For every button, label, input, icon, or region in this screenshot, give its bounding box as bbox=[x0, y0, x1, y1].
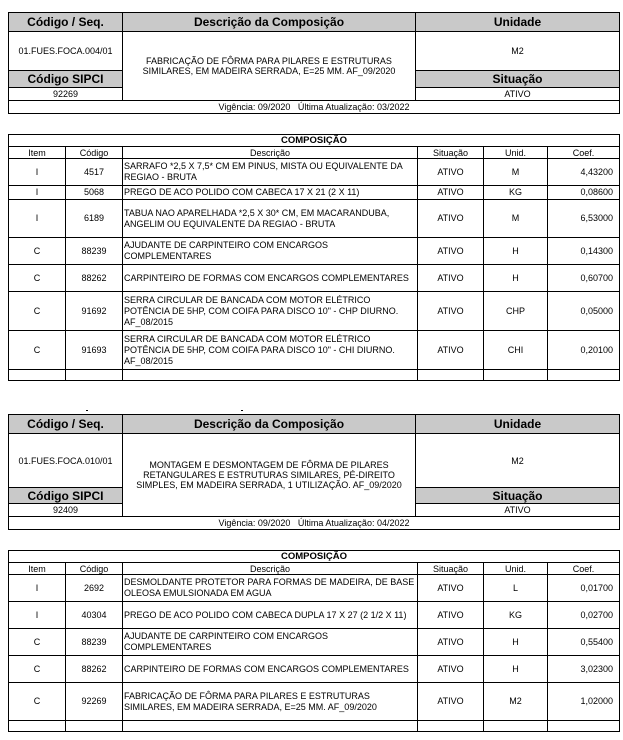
row-descricao: TABUA NAO APARELHADA *2,5 X 30* CM, EM MACARANDUBA, ANGELIM OU EQUIVALENTE DA REGIAO - BRUTA bbox=[123, 200, 418, 238]
header-col-descricao: Descrição da Composição bbox=[123, 13, 416, 32]
vigencia-line: Vigência: 09/2020 Última Atualização: 04/2022 bbox=[9, 517, 620, 530]
sipci-value: 92409 bbox=[9, 504, 123, 517]
row-situacao: ATIVO bbox=[418, 186, 484, 200]
unidade-value: M2 bbox=[416, 434, 620, 488]
header-col-codigo: Código / Seq. bbox=[9, 13, 123, 32]
row-codigo: 6189 bbox=[66, 200, 123, 238]
composition-description: FABRICAÇÃO DE FÔRMA PARA PILARES E ESTRUTURAS SIMILARES, EM MADEIRA SERRADA, E=25 MM. AF_09/2020 bbox=[123, 32, 416, 101]
row-unid: KG bbox=[484, 602, 548, 629]
row-coef: 0,02700 bbox=[548, 602, 620, 629]
row-unid: H bbox=[484, 265, 548, 292]
vigencia-line: Vigência: 09/2020 Última Atualização: 03/2022 bbox=[9, 101, 620, 114]
row-unid: M bbox=[484, 159, 548, 186]
row-situacao: ATIVO bbox=[418, 575, 484, 602]
header-col-descricao: Descrição da Composição bbox=[123, 415, 416, 434]
col-situacao: Situação bbox=[418, 147, 484, 159]
row-codigo: 88239 bbox=[66, 238, 123, 265]
row-unid: CHP bbox=[484, 292, 548, 331]
row-unid: CHI bbox=[484, 331, 548, 370]
row-unid: M bbox=[484, 200, 548, 238]
header-col-situacao: Situação bbox=[416, 488, 620, 504]
row-item: I bbox=[9, 200, 66, 238]
row-codigo: 88262 bbox=[66, 656, 123, 683]
row-codigo: 5068 bbox=[66, 186, 123, 200]
row-coef: 0,55400 bbox=[548, 629, 620, 656]
row-descricao: DESMOLDANTE PROTETOR PARA FORMAS DE MADEIRA, DE BASE OLEOSA EMULSIONADA EM AGUA bbox=[123, 575, 418, 602]
row-situacao: ATIVO bbox=[418, 331, 484, 370]
header-col-situacao: Situação bbox=[416, 71, 620, 88]
row-item: C bbox=[9, 238, 66, 265]
row-descricao: AJUDANTE DE CARPINTEIRO COM ENCARGOS COMPLEMENTARES bbox=[123, 238, 418, 265]
header-col-sipci: Código SIPCI bbox=[9, 71, 123, 88]
row-situacao: ATIVO bbox=[418, 683, 484, 721]
row-descricao: PREGO DE ACO POLIDO COM CABECA DUPLA 17 X 27 (2 1/2 X 11) bbox=[123, 602, 418, 629]
unidade-value: M2 bbox=[416, 32, 620, 71]
header-col-unidade: Unidade bbox=[416, 415, 620, 434]
row-coef: 0,20100 bbox=[548, 331, 620, 370]
row-situacao: ATIVO bbox=[418, 200, 484, 238]
row-unid: L bbox=[484, 575, 548, 602]
row-situacao: ATIVO bbox=[418, 238, 484, 265]
row-descricao: SARRAFO *2,5 X 7,5* CM EM PINUS, MISTA OU EQUIVALENTE DA REGIAO - BRUTA bbox=[123, 159, 418, 186]
row-situacao: ATIVO bbox=[418, 159, 484, 186]
row-situacao: ATIVO bbox=[418, 602, 484, 629]
blank-row bbox=[9, 370, 620, 381]
row-situacao: ATIVO bbox=[418, 656, 484, 683]
row-item: C bbox=[9, 656, 66, 683]
composition-description: MONTAGEM E DESMONTAGEM DE FÔRMA DE PILARES RETANGULARES E ESTRUTURAS SIMILARES, PÉ-DIREITO SIMPLES, EM MADEIRA SERRADA, 1 UTILIZAÇÃO. AF_09/2020 bbox=[123, 434, 416, 517]
row-coef: 6,53000 bbox=[548, 200, 620, 238]
row-descricao: PREGO DE ACO POLIDO COM CABECA 17 X 21 (2 X 11) bbox=[123, 186, 418, 200]
composition-table-2 bbox=[8, 550, 620, 732]
row-descricao: CARPINTEIRO DE FORMAS COM ENCARGOS COMPLEMENTARES bbox=[123, 656, 418, 683]
row-unid: KG bbox=[484, 186, 548, 200]
row-codigo: 40304 bbox=[66, 602, 123, 629]
col-unid: Unid. bbox=[484, 147, 548, 159]
row-coef: 3,02300 bbox=[548, 656, 620, 683]
row-codigo: 4517 bbox=[66, 159, 123, 186]
row-codigo: 91693 bbox=[66, 331, 123, 370]
row-item: C bbox=[9, 292, 66, 331]
col-descricao: Descrição bbox=[123, 563, 418, 575]
row-unid: H bbox=[484, 656, 548, 683]
row-descricao: SERRA CIRCULAR DE BANCADA COM MOTOR ELÉTRICO POTÊNCIA DE 5HP, COM COIFA PARA DISCO 10" - CHP DIURNO. AF_08/2015 bbox=[123, 292, 418, 331]
row-situacao: ATIVO bbox=[418, 265, 484, 292]
row-unid: H bbox=[484, 629, 548, 656]
row-coef: 0,05000 bbox=[548, 292, 620, 331]
row-coef: 4,43200 bbox=[548, 159, 620, 186]
row-item: C bbox=[9, 629, 66, 656]
row-item: I bbox=[9, 159, 66, 186]
row-coef: 1,02000 bbox=[548, 683, 620, 721]
header-col-unidade: Unidade bbox=[416, 13, 620, 32]
col-codigo: Código bbox=[66, 147, 123, 159]
row-descricao: FABRICAÇÃO DE FÔRMA PARA PILARES E ESTRUTURAS SIMILARES, EM MADEIRA SERRADA, E=25 MM. AF_09/2020 bbox=[123, 683, 418, 721]
codigo-seq: 01.FUES.FOCA.004/01 bbox=[9, 32, 123, 71]
col-coef: Coef. bbox=[548, 563, 620, 575]
row-coef: 0,01700 bbox=[548, 575, 620, 602]
blank-row bbox=[9, 721, 620, 732]
row-item: C bbox=[9, 683, 66, 721]
table-row bbox=[9, 292, 620, 331]
composition-header-1 bbox=[8, 12, 620, 114]
row-coef: 0,14300 bbox=[548, 238, 620, 265]
header-col-sipci: Código SIPCI bbox=[9, 488, 123, 504]
row-unid: M2 bbox=[484, 683, 548, 721]
row-codigo: 92269 bbox=[66, 683, 123, 721]
row-codigo: 91692 bbox=[66, 292, 123, 331]
table-row bbox=[9, 683, 620, 721]
row-codigo: 88239 bbox=[66, 629, 123, 656]
row-item: I bbox=[9, 602, 66, 629]
row-coef: 0,08600 bbox=[548, 186, 620, 200]
table-row bbox=[9, 238, 620, 265]
row-codigo: 2692 bbox=[66, 575, 123, 602]
table-row bbox=[9, 265, 620, 292]
col-descricao: Descrição bbox=[123, 147, 418, 159]
table-row bbox=[9, 656, 620, 683]
col-situacao: Situação bbox=[418, 563, 484, 575]
header-col-codigo: Código / Seq. bbox=[9, 415, 123, 434]
table-row bbox=[9, 186, 620, 200]
tick-mark bbox=[241, 410, 243, 411]
row-situacao: ATIVO bbox=[418, 292, 484, 331]
row-item: C bbox=[9, 265, 66, 292]
col-item: Item bbox=[9, 147, 66, 159]
col-codigo: Código bbox=[66, 563, 123, 575]
composition-table-1 bbox=[8, 134, 620, 381]
table-row bbox=[9, 629, 620, 656]
row-item: I bbox=[9, 186, 66, 200]
row-item: I bbox=[9, 575, 66, 602]
row-coef: 0,60700 bbox=[548, 265, 620, 292]
row-descricao: SERRA CIRCULAR DE BANCADA COM MOTOR ELÉTRICO POTÊNCIA DE 5HP, COM COIFA PARA DISCO 10" - CHI DIURNO. AF_08/2015 bbox=[123, 331, 418, 370]
row-item: C bbox=[9, 331, 66, 370]
codigo-seq: 01.FUES.FOCA.010/01 bbox=[9, 434, 123, 488]
col-unid: Unid. bbox=[484, 563, 548, 575]
row-codigo: 88262 bbox=[66, 265, 123, 292]
table-row bbox=[9, 331, 620, 370]
row-unid: H bbox=[484, 238, 548, 265]
table-row bbox=[9, 159, 620, 186]
row-situacao: ATIVO bbox=[418, 629, 484, 656]
row-descricao: AJUDANTE DE CARPINTEIRO COM ENCARGOS COMPLEMENTARES bbox=[123, 629, 418, 656]
composicao-title: COMPOSIÇÃO bbox=[9, 551, 620, 563]
table-row bbox=[9, 200, 620, 238]
composition-header-2 bbox=[8, 414, 620, 530]
col-coef: Coef. bbox=[548, 147, 620, 159]
sipci-value: 92269 bbox=[9, 88, 123, 101]
composicao-title: COMPOSIÇÃO bbox=[9, 135, 620, 147]
tick-mark bbox=[86, 410, 88, 411]
situacao-value: ATIVO bbox=[416, 504, 620, 517]
col-item: Item bbox=[9, 563, 66, 575]
situacao-value: ATIVO bbox=[416, 88, 620, 101]
table-row bbox=[9, 575, 620, 602]
table-row bbox=[9, 602, 620, 629]
row-descricao: CARPINTEIRO DE FORMAS COM ENCARGOS COMPLEMENTARES bbox=[123, 265, 418, 292]
